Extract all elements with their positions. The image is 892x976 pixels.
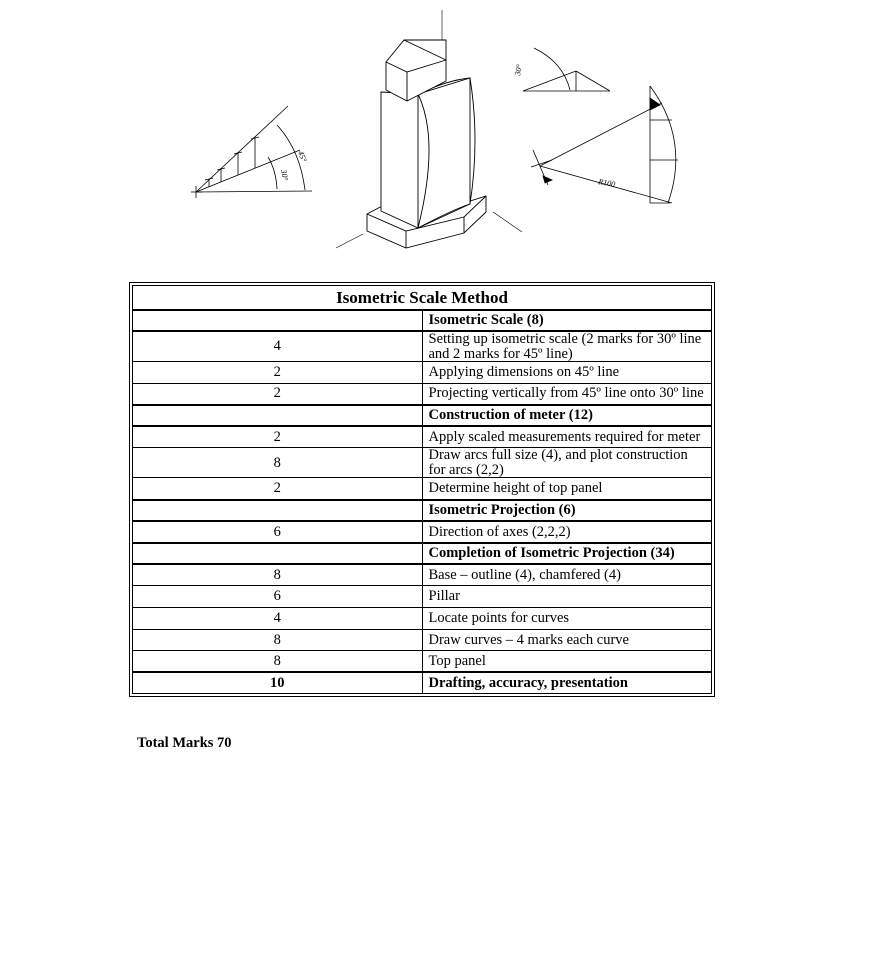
table-row [133,478,712,500]
table-row [133,608,712,630]
section-heading: Construction of meter (12) [422,405,712,427]
section-heading-marks-cell [133,310,423,332]
section-heading: Isometric Scale (8) [422,310,712,332]
table-row [133,564,712,586]
criterion-cell: Locate points for curves [422,608,712,630]
section-heading-row [133,310,712,332]
angle-45-label: 45° [296,149,309,164]
marks-cell: 2 [133,426,423,448]
criterion-cell: Direction of axes (2,2,2) [422,521,712,543]
angle-30-label: 30° [279,168,290,182]
marks-cell: 6 [133,586,423,608]
criterion-cell: Projecting vertically from 45º line onto 30º line [422,383,712,405]
table-title-row [133,286,712,310]
marks-cell: 2 [133,362,423,384]
table-row [133,331,712,362]
criterion-cell: Draw arcs full size (4), and plot construction for arcs (2,2) [422,448,712,478]
table-row [133,383,712,405]
final-row [133,672,712,694]
table-row [133,426,712,448]
table-title: Isometric Scale Method [133,286,712,310]
criterion-cell: Base – outline (4), chamfered (4) [422,564,712,586]
table-row [133,362,712,384]
criterion-cell: Setting up isometric scale (2 marks for 30º line and 2 marks for 45º line) [422,331,712,362]
table-row [133,586,712,608]
marks-cell: 6 [133,521,423,543]
criterion-cell: Top panel [422,651,712,673]
radius-label: R100 [597,177,616,189]
triangle-angle-label: 30° [513,63,524,77]
final-criterion-cell: Drafting, accuracy, presentation [422,672,712,694]
table-row [133,521,712,543]
marks-cell: 2 [133,383,423,405]
criterion-cell: Determine height of top panel [422,478,712,500]
marking-scheme-table [132,285,712,694]
marks-cell: 8 [133,651,423,673]
table-row [133,629,712,651]
section-heading-row [133,500,712,522]
criterion-cell: Pillar [422,586,712,608]
marks-cell: 8 [133,448,423,478]
marking-scheme-table-frame [129,282,715,697]
isometric-scale-drawing [191,106,312,198]
isometric-meter-drawing [336,10,522,248]
section-heading-marks-cell [133,405,423,427]
section-heading-marks-cell [133,543,423,565]
criterion-cell: Draw curves – 4 marks each curve [422,629,712,651]
table-row [133,448,712,478]
marks-cell: 4 [133,331,423,362]
marks-cell: 2 [133,478,423,500]
criterion-cell: Applying dimensions on 45º line [422,362,712,384]
section-heading: Isometric Projection (6) [422,500,712,522]
section-heading-row [133,543,712,565]
criterion-cell: Apply scaled measurements required for meter [422,426,712,448]
section-heading-marks-cell [133,500,423,522]
angle-triangle-drawing [523,48,610,91]
section-heading-row [133,405,712,427]
marks-cell: 4 [133,608,423,630]
marks-cell: 8 [133,629,423,651]
table-row [133,651,712,673]
construction-drawings [0,0,892,280]
total-marks: Total Marks 70 [137,735,232,751]
section-heading: Completion of Isometric Projection (34) [422,543,712,565]
marks-cell: 8 [133,564,423,586]
final-marks-cell: 10 [133,672,423,694]
